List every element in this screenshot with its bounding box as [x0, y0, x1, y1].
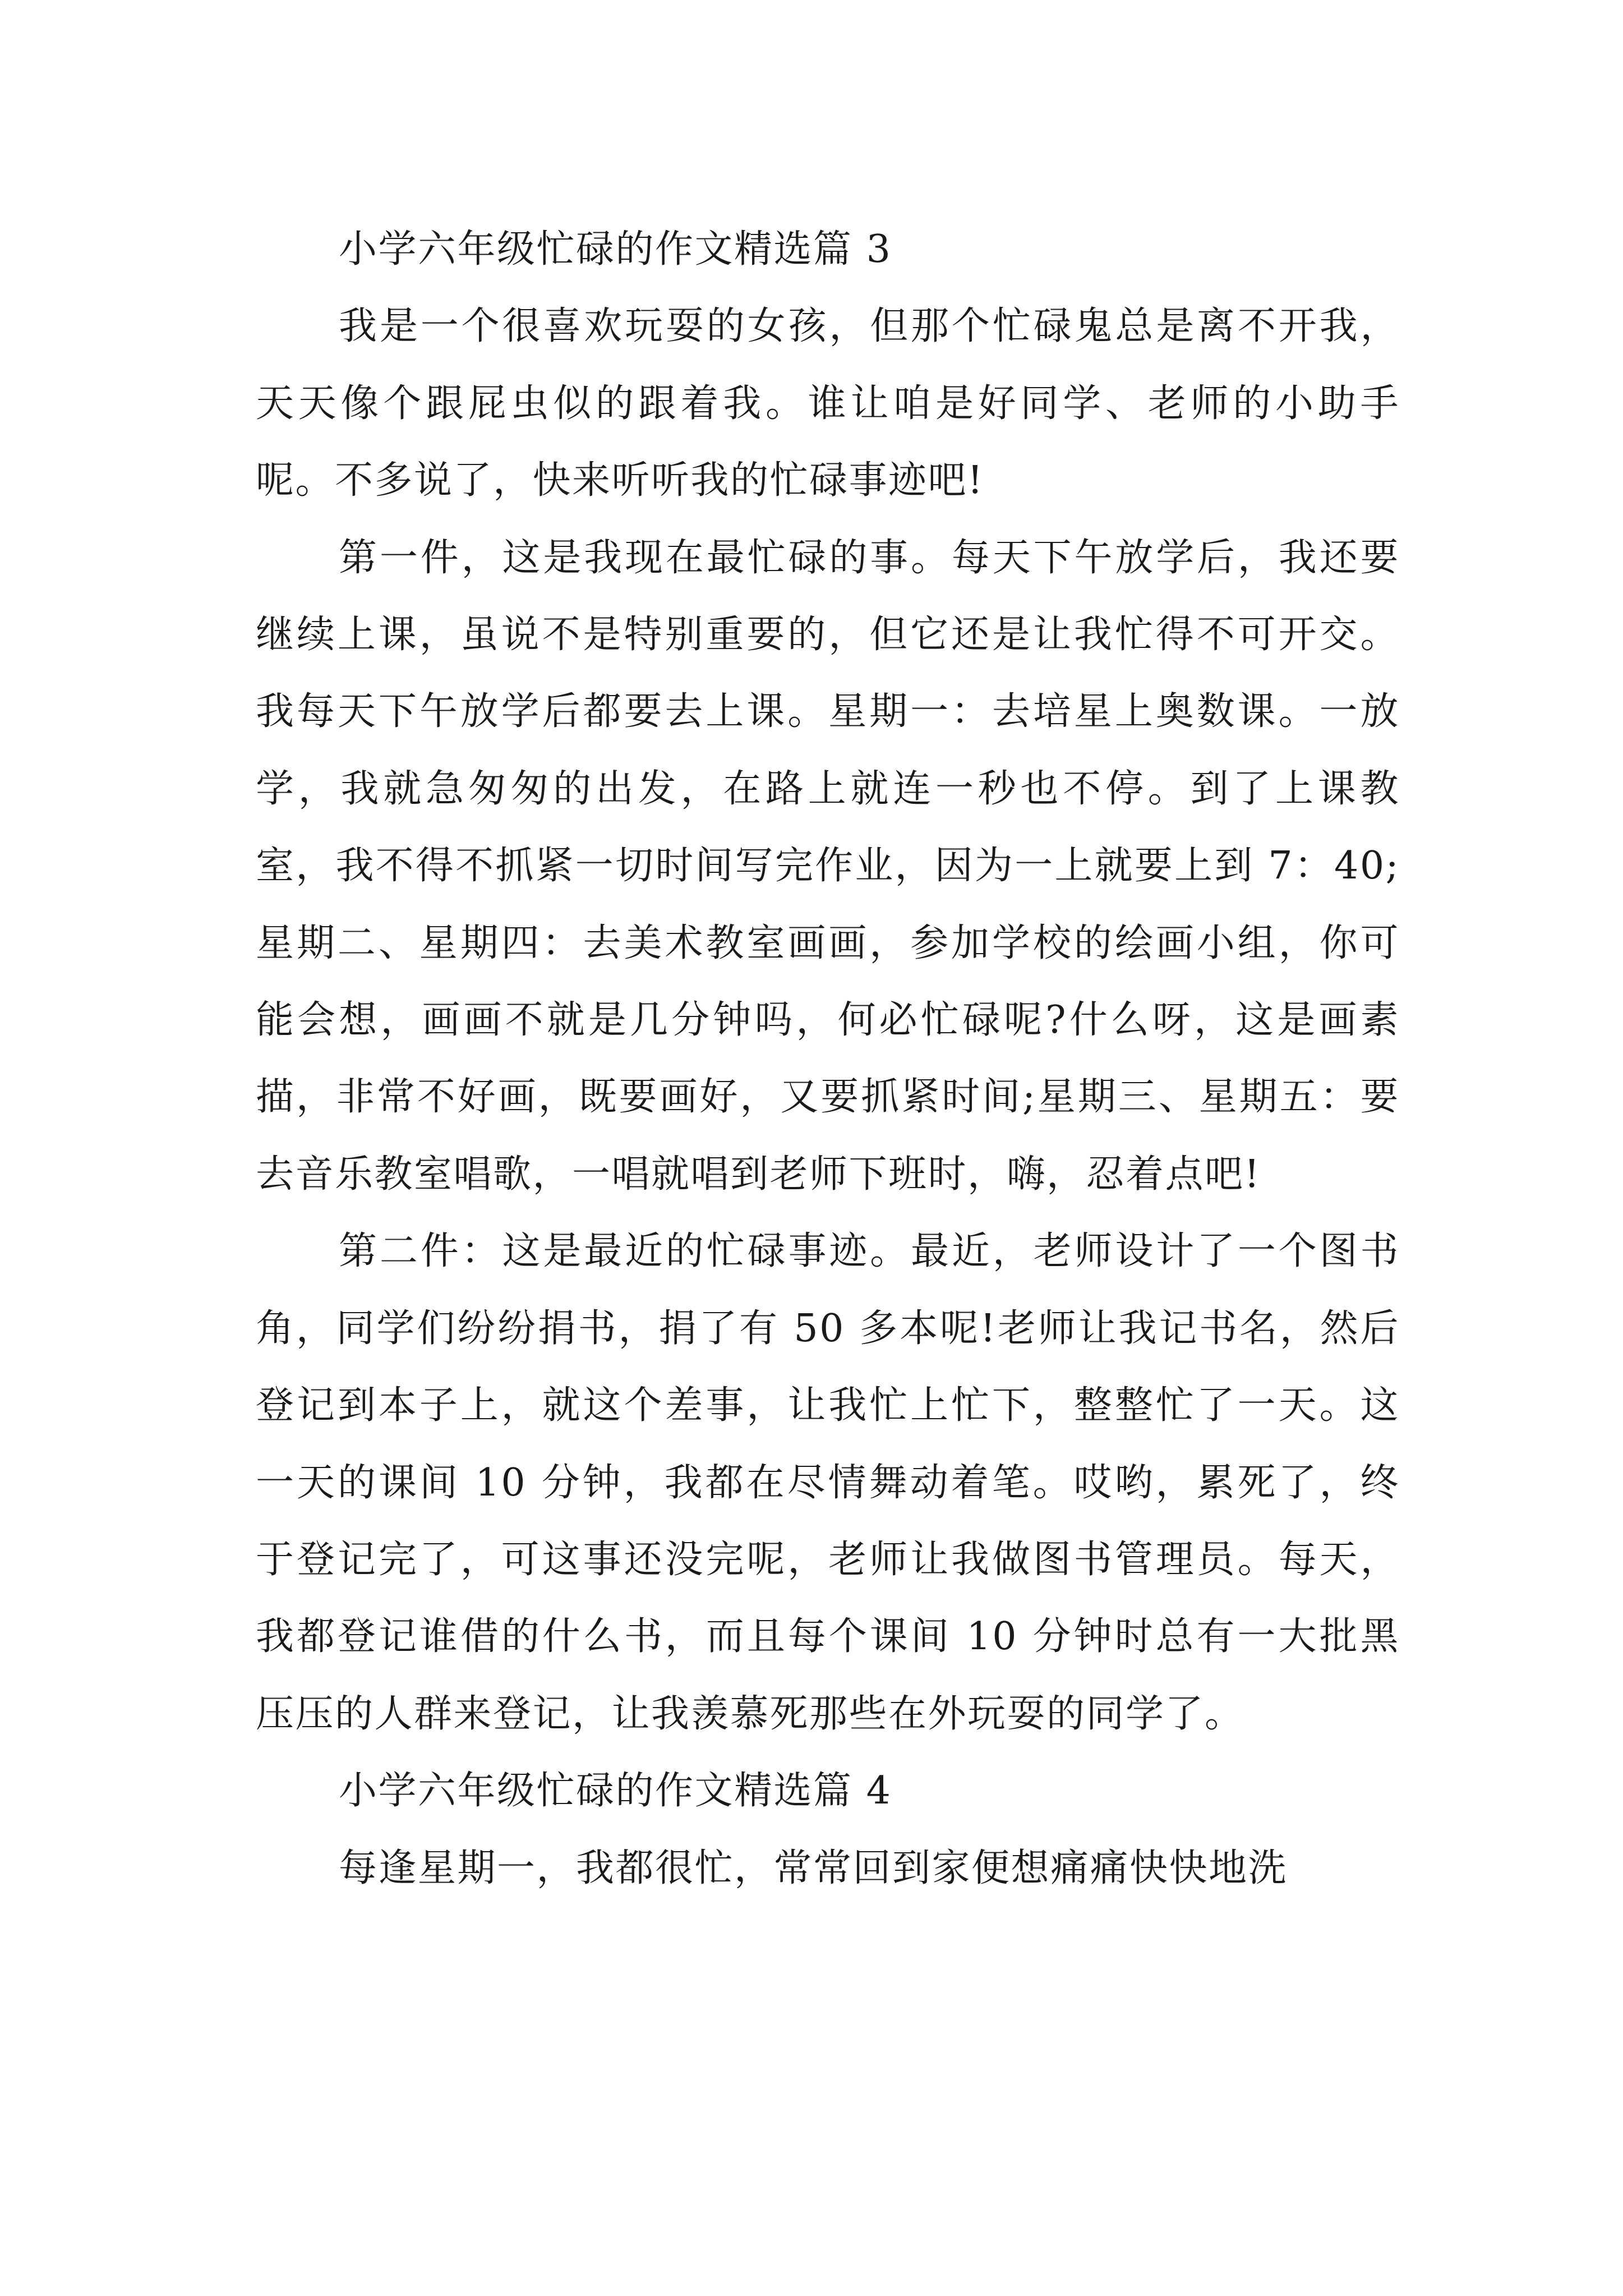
section-heading-3: 小学六年级忙碌的作文精选篇 3	[339, 227, 892, 272]
document-body	[256, 211, 1400, 1907]
paragraph-second-item: 第二件：这是最近的忙碌事迹。最近，老师设计了一个图书角，同学们纷纷捐书，捐了有 50 多本呢!老师让我记书名，然后登记到本子上，就这个差事，让我忙上忙下，整整忙了一天。这一天的课间 10 分钟，我都在尽情舞动着笔。哎哟，累死了，终于登记完了，可这事还没完呢，老师让我做图书管理员。每天，我都登记谁借的什么书，而且每个课间 10 分钟时总有一大批黑压压的人群来登记，让我羡慕死那些在外玩耍的同学了。	[256, 1229, 1400, 1736]
paragraph-first-item: 第一件，这是我现在最忙碌的事。每天下午放学后，我还要继续上课，虽说不是特别重要的，但它还是让我忙得不可开交。我每天下午放学后都要去上课。星期一：去培星上奥数课。一放学，我就急匆匆的出发，在路上就连一秒也不停。到了上课教室，我不得不抓紧一切时间写完作业，因为一上就要上到 7：40;星期二、星期四：去美术教室画画，参加学校的绘画小组，你可能会想，画画不就是几分钟吗，何必忙碌呢?什么呀，这是画素描，非常不好画，既要画好，又要抓紧时间;星期三、星期五：要去音乐教室唱歌，一唱就唱到老师下班时，嗨，忍着点吧!	[256, 535, 1400, 1197]
section-heading-4: 小学六年级忙碌的作文精选篇 4	[339, 1769, 892, 1814]
paragraph-intro: 我是一个很喜欢玩耍的女孩，但那个忙碌鬼总是离不开我，天天像个跟屁虫似的跟着我。谁让咱是好同学、老师的小助手呢。不多说了，快来听听我的忙碌事迹吧!	[256, 304, 1400, 503]
paragraph-monday: 每逢星期一，我都很忙，常常回到家便想痛痛快快地洗	[339, 1846, 1288, 1890]
